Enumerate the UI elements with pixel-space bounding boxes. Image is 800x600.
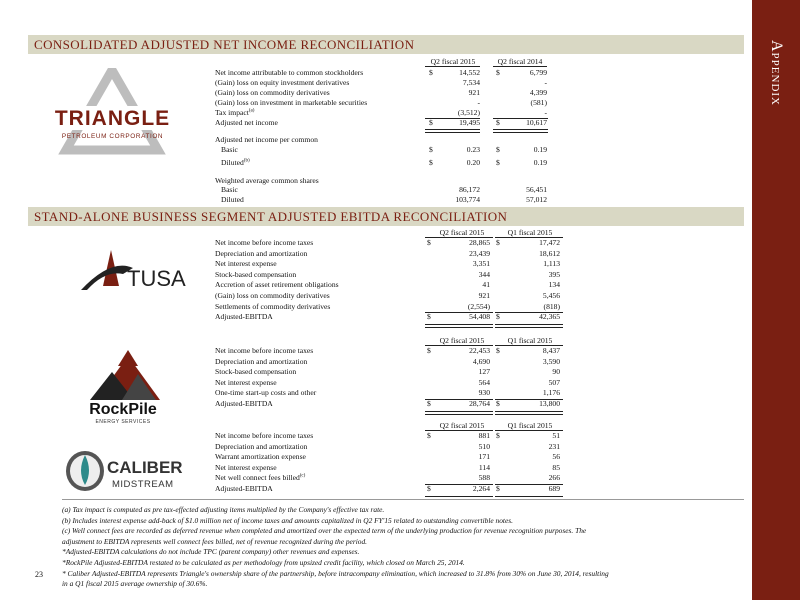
rockpile-value-col1: 930 <box>478 388 490 398</box>
per-share-value-col1: 0.23 <box>466 144 480 154</box>
shares-row <box>215 185 545 195</box>
section1-col1-header: Q2 fiscal 2015 <box>430 57 476 66</box>
caliber-row <box>215 473 595 484</box>
section1-col2-header: Q2 fiscal 2014 <box>497 57 543 66</box>
per-share-value-col1: 0.20 <box>466 157 480 167</box>
rockpile-currency-symbol: $ <box>496 346 500 355</box>
netincome-currency-symbol: $ <box>429 118 433 127</box>
triangle-logo-name: TRIANGLE <box>54 107 171 130</box>
caliber-value-col2: 231 <box>548 441 560 451</box>
tusa-row-label: Stock-based compensation <box>215 269 297 279</box>
section1-header-bar <box>28 35 744 54</box>
tusa-row-label: (Gain) loss on commodity derivatives <box>215 290 330 300</box>
caliber-table <box>215 421 595 494</box>
caliber-row-label: Net well connect fees billed$^{(c)}$ <box>215 473 306 483</box>
per-share-header <box>215 135 545 145</box>
per-share-currency-symbol: $ <box>496 157 500 167</box>
caliber-row <box>215 463 595 474</box>
rockpile-value-col2: 8,437 <box>542 346 560 355</box>
section2-title: STAND-ALONE BUSINESS SEGMENT ADJUSTED EBITDA RECONCILIATION <box>34 209 508 224</box>
caliber-col1-header: Q2 fiscal 2015 <box>439 421 485 430</box>
tusa-value-col1: 54,408 <box>469 312 490 322</box>
rockpile-currency-symbol: $ <box>427 346 431 355</box>
per-share-footnote-mark: (b) <box>243 157 250 163</box>
rockpile-value-col2: 3,590 <box>542 356 560 366</box>
rockpile-value-col2: 507 <box>548 377 560 387</box>
rockpile-value-col2: 90 <box>552 367 560 377</box>
netincome-value-col1: 19,495 <box>459 118 480 127</box>
tusa-currency-symbol: $ <box>427 312 431 322</box>
netincome-row <box>215 118 545 128</box>
rockpile-row <box>215 357 595 368</box>
tusa-total-rule <box>425 324 493 328</box>
caliber-row-footnote-mark: (c) <box>299 473 306 479</box>
rockpile-col2-header: Q1 fiscal 2015 <box>507 336 553 345</box>
caliber-row-label: Adjusted-EBITDA <box>215 483 273 493</box>
caliber-row <box>215 452 595 463</box>
per-share-value-col2: 0.19 <box>533 144 547 154</box>
caliber-logo <box>63 447 188 495</box>
tusa-logo-name: TUSA <box>127 266 186 291</box>
netincome-value-col2: (581) <box>530 98 547 107</box>
shares-value-col2: 57,012 <box>526 194 547 204</box>
tusa-value-col1: 23,439 <box>469 248 490 258</box>
rockpile-row <box>215 378 595 389</box>
netincome-value-col1: (3,512) <box>457 108 480 117</box>
tusa-row <box>215 238 595 249</box>
tusa-row-label: Settlements of commodity derivatives <box>215 301 331 311</box>
rockpile-table <box>215 336 595 409</box>
caliber-currency-symbol: $ <box>427 483 431 493</box>
tusa-currency-symbol: $ <box>496 238 500 247</box>
rockpile-row <box>215 346 595 357</box>
rockpile-row-label: One-time start-up costs and other <box>215 388 317 398</box>
caliber-row <box>215 484 595 495</box>
rockpile-row <box>215 399 595 410</box>
per-share-row-label: Basic <box>221 144 238 154</box>
rockpile-col1-header: Q2 fiscal 2015 <box>439 336 485 345</box>
caliber-value-col1: 510 <box>478 441 490 451</box>
rockpile-value-col1: 564 <box>478 377 490 387</box>
footnote-line: *RockPile Adjusted-EBITDA restated to be calculated as per methodology from upsized credit facility, which closed on March 25, 2014. <box>62 557 465 567</box>
caliber-row-label: Net interest expense <box>215 462 277 472</box>
netincome-row-footnote-mark: (a) <box>248 108 255 114</box>
tusa-currency-symbol: $ <box>496 312 500 322</box>
caliber-value-col2: 51 <box>552 431 560 440</box>
tusa-table <box>215 228 595 322</box>
tusa-logo <box>75 248 200 296</box>
per-share-currency-symbol: $ <box>429 144 433 154</box>
rockpile-value-col1: 127 <box>478 367 490 377</box>
per-share-row-label: Diluted$^{(b)}$ <box>221 157 250 167</box>
caliber-row-label: Depreciation and amortization <box>215 441 308 451</box>
netincome-value-col2: - <box>544 108 547 117</box>
rockpile-currency-symbol: $ <box>496 398 500 408</box>
caliber-currency-symbol: $ <box>496 431 500 440</box>
caliber-logo-name: CALIBER <box>107 458 183 477</box>
tusa-value-col1: (2,554) <box>467 301 490 311</box>
caliber-logo-sub: MIDSTREAM <box>112 479 174 490</box>
per-share-header-label: Adjusted net income per common <box>215 135 318 144</box>
shares-row-label: Basic <box>221 185 238 194</box>
tusa-value-col1: 921 <box>478 290 490 300</box>
rockpile-value-col2: 13,800 <box>539 398 560 408</box>
footnote-line: *Adjusted-EBITDA calculations do not include TPC (parent company) other revenues and expenses. <box>62 547 360 557</box>
rockpile-logo-name: RockPile <box>89 401 157 418</box>
tusa-row <box>215 312 595 323</box>
netincome-row-label: Net income attributable to common stockholders <box>215 68 364 77</box>
rockpile-row-label: Adjusted-EBITDA <box>215 398 273 408</box>
footnotes <box>62 505 722 590</box>
caliber-value-col1: 171 <box>478 452 490 462</box>
tusa-value-col1: 3,351 <box>472 259 490 269</box>
section2-header-bar <box>28 207 744 226</box>
caliber-row <box>215 442 595 453</box>
tusa-value-col2: 1,113 <box>543 259 560 269</box>
caliber-row-label: Net income before income taxes <box>215 431 314 440</box>
tusa-row-label: Net income before income taxes <box>215 238 314 247</box>
netincome-row <box>215 108 545 118</box>
netincome-value-col1: 14,552 <box>459 68 480 77</box>
shares-header-label: Weighted average common shares <box>215 175 319 185</box>
netincome-value-col2: - <box>544 78 547 87</box>
netincome-value-col1: - <box>477 98 480 107</box>
netincome-row-label: Tax impact$^{(a)}$ <box>215 108 255 117</box>
tusa-value-col2: 42,365 <box>539 312 560 322</box>
rockpile-total-rule <box>495 411 563 415</box>
rockpile-value-col1: 28,764 <box>469 398 490 408</box>
caliber-row <box>215 431 595 442</box>
tusa-col1-header: Q2 fiscal 2015 <box>439 228 485 237</box>
caliber-col2-header: Q1 fiscal 2015 <box>507 421 553 430</box>
shares-header <box>215 176 545 186</box>
netincome-value-col2: 4,399 <box>529 88 547 97</box>
netincome-currency-symbol: $ <box>496 118 500 127</box>
shares-value-col1: 103,774 <box>455 194 480 204</box>
netincome-currency-symbol: $ <box>429 68 433 77</box>
tusa-row-label: Adjusted-EBITDA <box>215 312 273 322</box>
section1-table <box>215 57 545 202</box>
shares-value-col2: 56,451 <box>526 185 547 194</box>
tusa-row-label: Accretion of asset retirement obligations <box>215 280 339 290</box>
netincome-row <box>215 68 545 78</box>
netincome-row <box>215 78 545 88</box>
caliber-value-col2: 266 <box>548 473 560 483</box>
tusa-row-label: Net interest expense <box>215 259 277 269</box>
netincome-row-label: (Gain) loss on equity investment derivatives <box>215 78 350 87</box>
rockpile-value-col1: 4,690 <box>472 356 490 366</box>
rockpile-row-label: Depreciation and amortization <box>215 356 308 366</box>
shares-value-col1: 86,172 <box>459 185 480 194</box>
shares-row <box>215 195 545 205</box>
netincome-value-col2: 10,617 <box>526 118 547 127</box>
tusa-value-col2: 5,456 <box>542 290 560 300</box>
caliber-value-col2: 85 <box>552 462 560 472</box>
caliber-currency-symbol: $ <box>496 483 500 493</box>
rockpile-total-rule <box>425 411 493 415</box>
tusa-value-col2: 17,472 <box>539 238 560 247</box>
tusa-value-col2: 134 <box>548 280 560 290</box>
rockpile-logo <box>78 348 168 428</box>
shares-row-label: Diluted <box>221 194 244 204</box>
netincome-total-rule <box>493 129 548 133</box>
footnote-divider <box>62 499 744 500</box>
caliber-row-label: Warrant amortization expense <box>215 452 306 462</box>
per-share-row <box>215 145 545 156</box>
tusa-row <box>215 259 595 270</box>
tusa-col2-header: Q1 fiscal 2015 <box>507 228 553 237</box>
netincome-row-label: Adjusted net income <box>215 118 278 127</box>
per-share-row <box>215 156 545 168</box>
rockpile-row-label: Net interest expense <box>215 377 277 387</box>
appendix-sidebar <box>752 0 800 600</box>
footnote-line: (c) Well connect fees are recorded as deferred revenue when completed and amortized over the expected term of the underlying production for revenue recognition purposes. The <box>62 526 587 536</box>
triangle-logo-sub: PETROLEUM CORPORATION <box>61 133 164 140</box>
tusa-row <box>215 280 595 291</box>
footnote-line: adjustment to EBITDA represents well connect fees billed, net of revenue recognized during the period. <box>62 536 368 546</box>
caliber-value-col1: 114 <box>478 462 490 472</box>
rockpile-row <box>215 367 595 378</box>
netincome-row <box>215 88 545 98</box>
triangle-logo <box>50 68 175 158</box>
tusa-row-label: Depreciation and amortization <box>215 248 308 258</box>
footnote-line: * Caliber Adjusted-EBITDA represents Triangle's ownership share of the partnership, before intracompany elimination, which increased to 31.8% from 30% on June 30, 2014, resulting <box>62 568 609 578</box>
caliber-value-col2: 56 <box>552 452 560 462</box>
rockpile-row <box>215 388 595 399</box>
rockpile-value-col2: 1,176 <box>542 388 560 398</box>
per-share-currency-symbol: $ <box>496 144 500 154</box>
netincome-row <box>215 98 545 108</box>
caliber-currency-symbol: $ <box>427 431 431 440</box>
tusa-row <box>215 291 595 302</box>
tusa-row <box>215 302 595 313</box>
tusa-value-col1: 344 <box>478 269 490 279</box>
footnote-line: in a Q1 fiscal 2015 average ownership of 30.6%. <box>62 579 208 589</box>
rockpile-value-col1: 22,453 <box>469 346 490 355</box>
section1-title: CONSOLIDATED ADJUSTED NET INCOME RECONCILIATION <box>34 37 415 52</box>
per-share-currency-symbol: $ <box>429 157 433 167</box>
netincome-row-label: (Gain) loss on commodity derivatives <box>215 88 330 97</box>
tusa-total-rule <box>495 324 563 328</box>
netincome-total-rule <box>425 129 480 133</box>
page-number: 23 <box>35 570 43 579</box>
netincome-row-label: (Gain) loss on investment in marketable securities <box>215 98 368 107</box>
caliber-value-col1: 588 <box>478 473 490 483</box>
tusa-value-col2: (818) <box>543 301 560 311</box>
netincome-value-col1: 921 <box>468 88 480 97</box>
netincome-value-col2: 6,799 <box>529 68 547 77</box>
tusa-row <box>215 270 595 281</box>
netincome-currency-symbol: $ <box>496 68 500 77</box>
caliber-value-col2: 689 <box>548 483 560 493</box>
rockpile-row-label: Net income before income taxes <box>215 346 314 355</box>
footnote-line: (b) Includes interest expense add-back of $1.0 million net of income taxes and amounts capitalized in Q2 FY'15 related to outstanding convertible notes. <box>62 515 513 525</box>
rockpile-logo-sub: ENERGY SERVICES <box>95 419 151 425</box>
tusa-currency-symbol: $ <box>427 238 431 247</box>
footnote-line: (a) Tax impact is computed as pre tax-effected adjusting items multiplied by the Company's effective tax rate. <box>62 505 385 514</box>
tusa-value-col2: 395 <box>548 269 560 279</box>
rockpile-currency-symbol: $ <box>427 398 431 408</box>
tusa-row <box>215 249 595 260</box>
tusa-value-col1: 28,865 <box>469 238 490 247</box>
caliber-value-col1: 2,264 <box>472 483 490 493</box>
netincome-value-col1: 7,534 <box>462 78 480 87</box>
sidebar-title: Appendix <box>768 40 785 107</box>
per-share-value-col2: 0.19 <box>533 157 547 167</box>
caliber-value-col1: 881 <box>478 431 490 440</box>
tusa-value-col2: 18,612 <box>539 248 560 258</box>
tusa-value-col1: 41 <box>482 280 490 290</box>
rockpile-row-label: Stock-based compensation <box>215 367 297 377</box>
